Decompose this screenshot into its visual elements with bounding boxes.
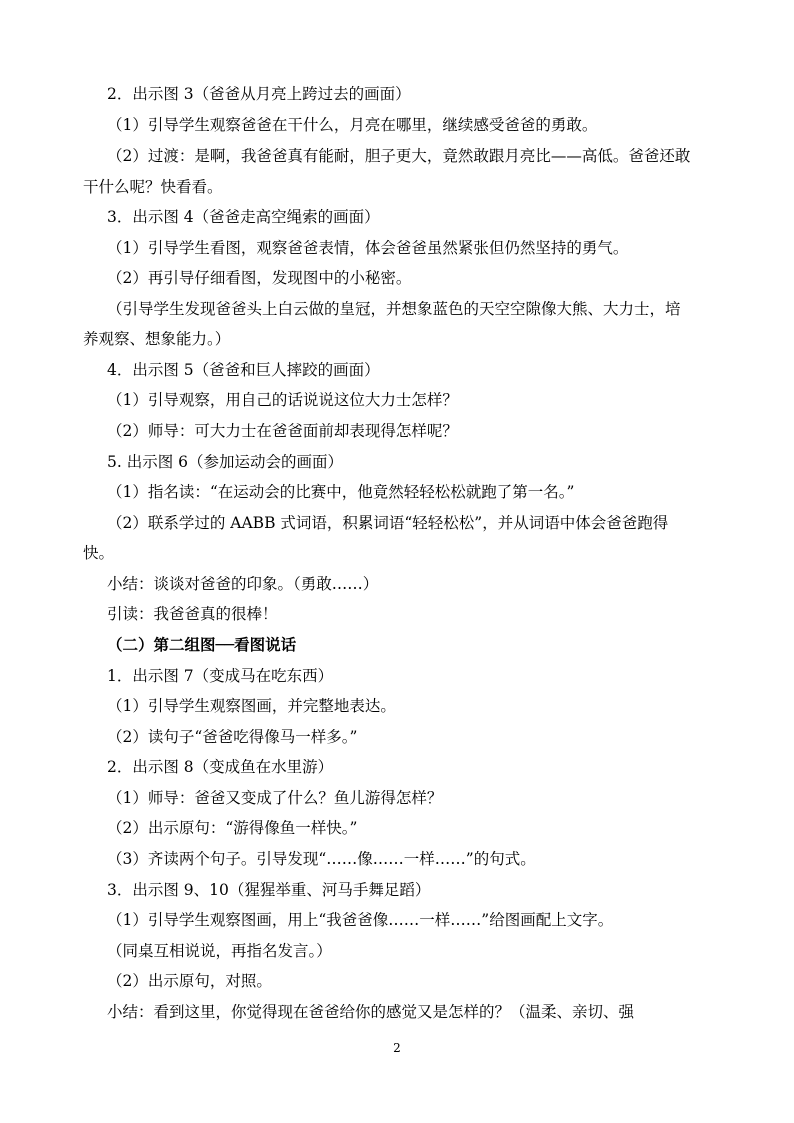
text-line: （3）齐读两个句子。引导发现“……像……一样……”的句式。: [107, 850, 536, 868]
text-line: 养观察、想象能力。）: [83, 330, 231, 348]
section-heading: （二）第二组图──看图说话: [107, 635, 297, 654]
text-line: 快。: [83, 544, 115, 562]
text-line: 引读：我爸爸真的很棒！: [107, 605, 278, 623]
text-line: （2）出示原句，对照。: [107, 972, 272, 990]
text-line: （同桌互相说说，再指名发言。）: [107, 942, 332, 960]
text-line: （1）引导观察，用自己的话说说这位大力士怎样？: [107, 391, 458, 409]
text-line: （2）出示原句：“游得像鱼一样快。”: [107, 819, 358, 837]
text-line: 3．出示图 9、10（猩猩举重、河马手舞足蹈）: [107, 881, 431, 899]
text-line: 5. 出示图 6（参加运动会的画面）: [107, 453, 344, 471]
text-line: （2）师导：可大力士在爸爸面前却表现得怎样呢？: [107, 422, 458, 440]
text-line: （1）引导学生观察图画，并完整地表达。: [107, 697, 396, 715]
text-line: 4．出示图 5（爸爸和巨人摔跤的画面）: [107, 361, 380, 379]
text-line: （2）联系学过的 AABB 式词语，积累词语“轻轻松松”，并从词语中体会爸爸跑得: [107, 514, 669, 532]
text-line: （1）师导：爸爸又变成了什么？鱼儿游得怎样？: [107, 789, 443, 807]
text-line: （2）过渡：是啊，我爸爸真有能耐，胆子更大，竟然敢跟月亮比——高低。爸爸还敢: [107, 147, 691, 165]
text-line: 小结：看到这里，你觉得现在爸爸给你的感觉又是怎样的？（温柔、亲切、强: [107, 1003, 635, 1021]
page-number: 2: [393, 1041, 401, 1055]
text-line: 小结：谈谈对爸爸的印象。（勇敢……）: [107, 575, 379, 593]
text-line: 1．出示图 7（变成马在吃东西）: [107, 667, 334, 685]
text-line: 2．出示图 3（爸爸从月亮上跨过去的画面）: [107, 85, 411, 103]
text-line: （2）再引导仔细看图，发现图中的小秘密。: [107, 269, 412, 287]
text-line: 2．出示图 8（变成鱼在水里游）: [107, 758, 334, 776]
text-line: 干什么呢？快看看。: [83, 178, 223, 196]
text-line: （引导学生发现爸爸头上白云做的皇冠，并想象蓝色的天空空隙像大熊、大力士，培: [107, 300, 681, 318]
text-line: （2）读句子“爸爸吃得像马一样多。”: [107, 728, 358, 746]
text-line: 3．出示图 4（爸爸走高空绳索的画面）: [107, 208, 380, 226]
text-line: （1）指名读：“在运动会的比赛中，他竟然轻轻松松就跑了第一名。”: [107, 483, 575, 501]
text-line: （1）引导学生观察图画，用上“我爸爸像……一样……”给图画配上文字。: [107, 911, 614, 929]
text-line: （1）引导学生看图，观察爸爸表情，体会爸爸虽然紧张但仍然坚持的勇气。: [107, 239, 629, 257]
text-line: （1）引导学生观察爸爸在干什么，月亮在哪里，继续感受爸爸的勇敢。: [107, 116, 598, 134]
